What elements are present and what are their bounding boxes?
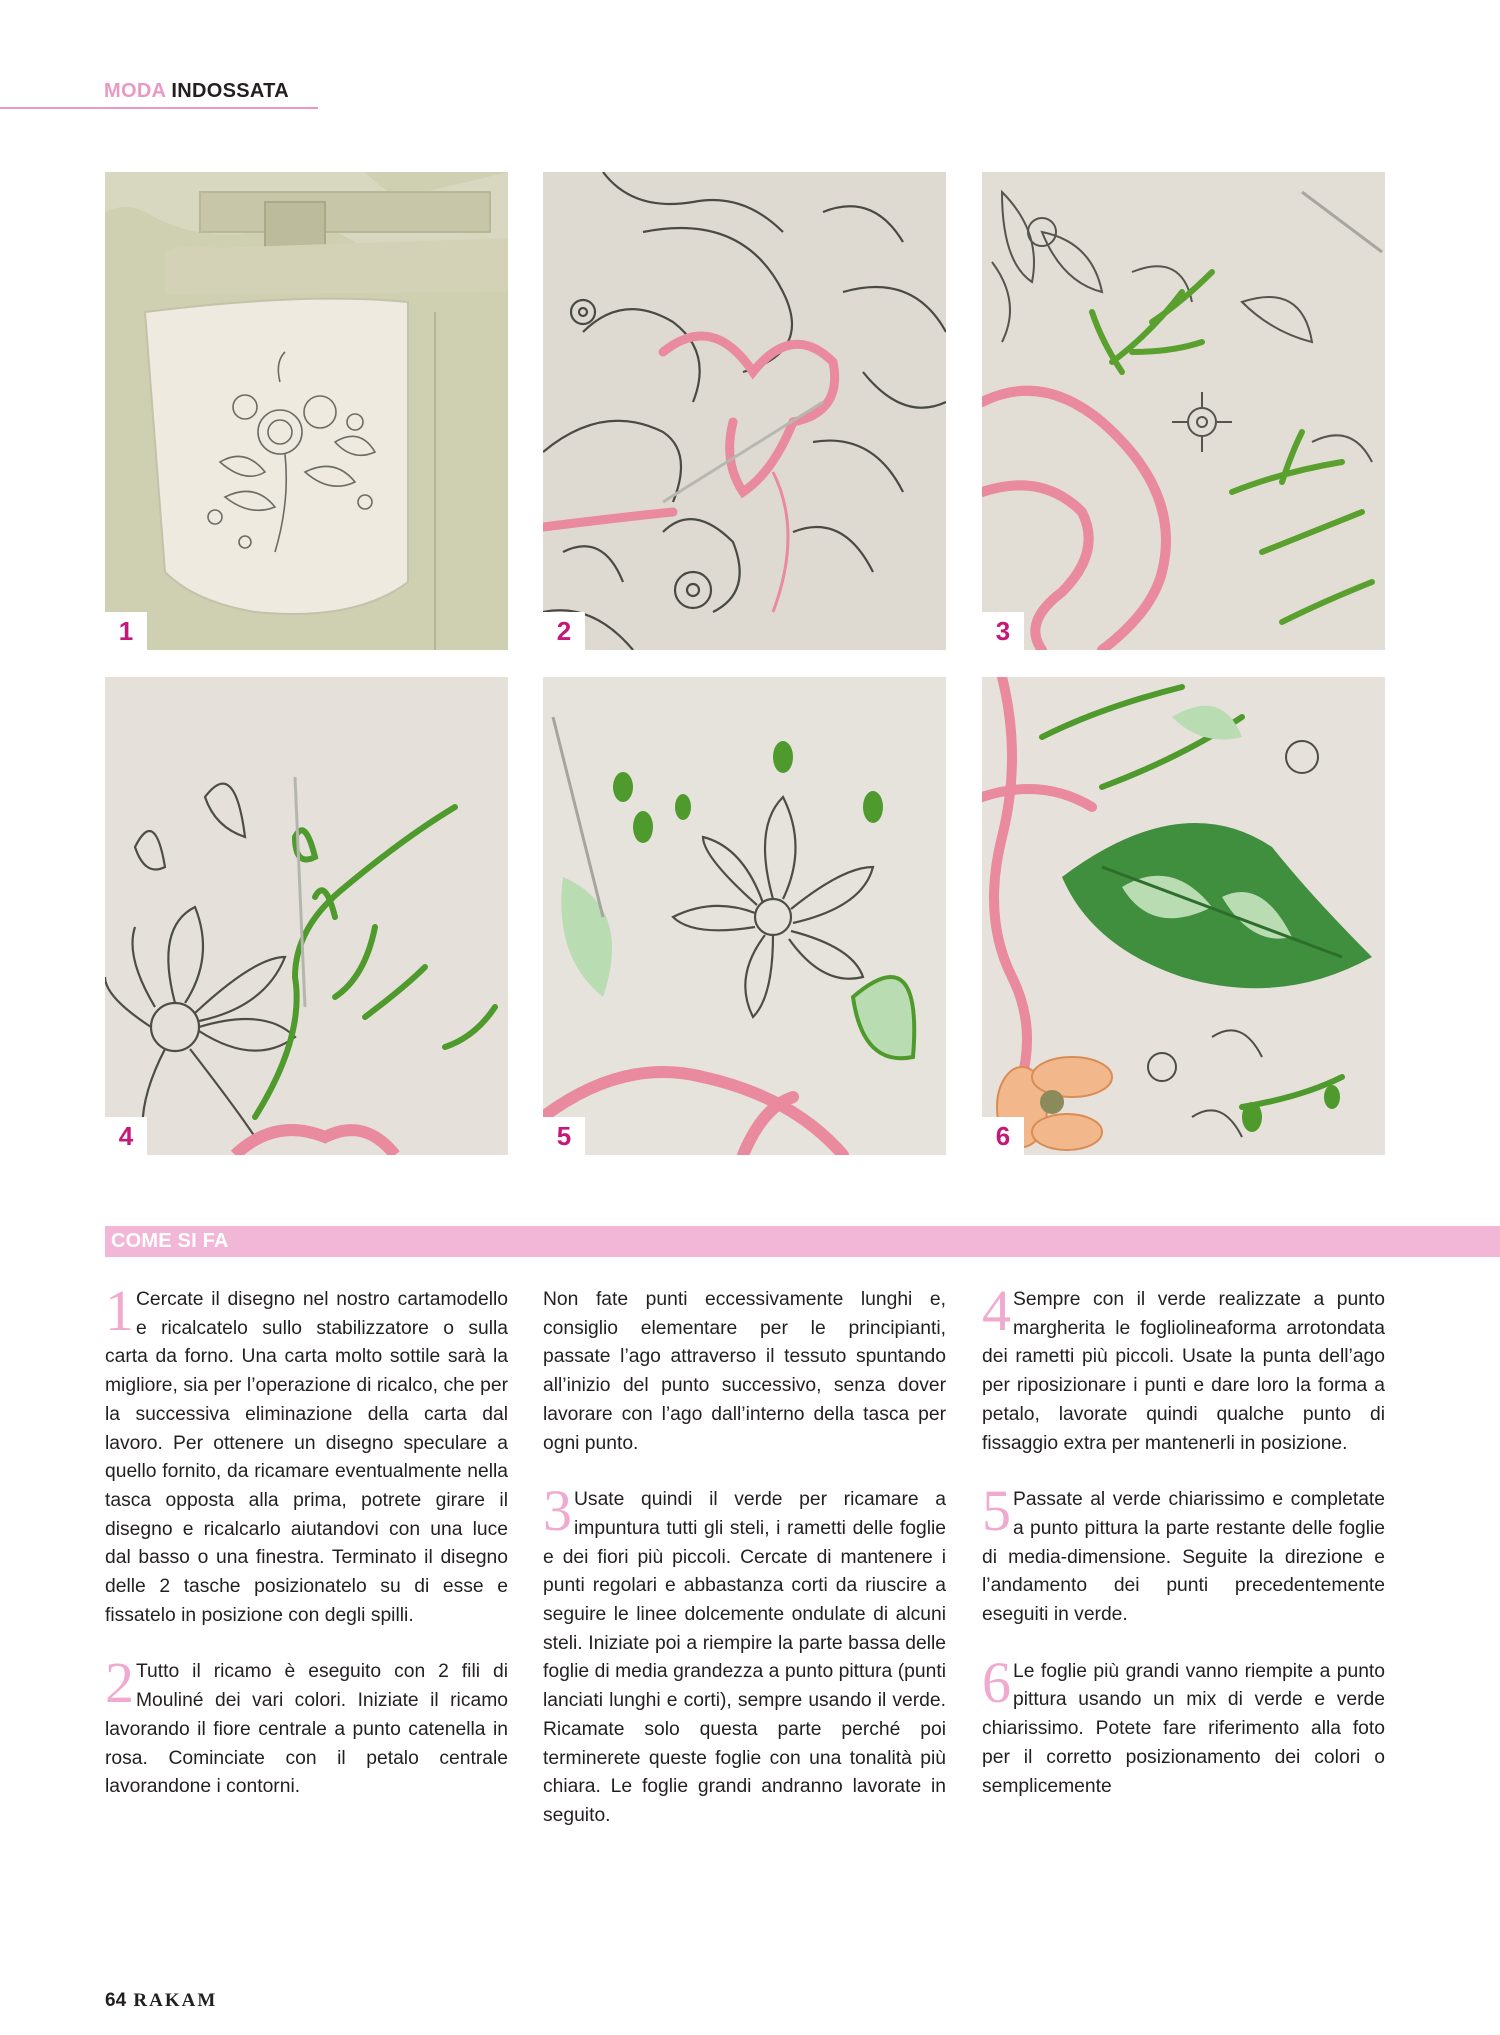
- step-5-paragraph: [982, 1478, 1385, 1630]
- drop-cap-2: 2: [105, 1650, 134, 1716]
- text-column-1: [105, 1278, 508, 1830]
- section-header: [0, 78, 318, 108]
- step-photo-4: [105, 677, 508, 1155]
- drop-cap-3: 3: [543, 1478, 572, 1544]
- page-footer: [105, 1990, 217, 2012]
- step-3-paragraph: [543, 1478, 946, 1830]
- step-1-paragraph: [105, 1278, 508, 1630]
- step-2-continued-paragraph: [543, 1286, 946, 1458]
- drop-cap-5: 5: [982, 1478, 1011, 1544]
- photo-5-illustration: [543, 677, 946, 1155]
- step-1-text: Cercate il disegno nel nostro cartamodello e ricalcatelo sullo stabilizzatore o sulla carta da forno. Una carta molto sottile sarà la migliore, sia per l’operazione di ricalco, che per la successiva eliminazione della carta dal lavoro. Per ottenere un disegno speculare a quello fornito, da ricamare eventualmente nella tasca opposta alla prima, potrete girare il disegno e ricalcarlo aiutandovi con una luce dal basso o una finestra. Terminato il disegno delle 2 tasche posizionatelo su di esse e fissatelo in posizione con degli spilli.: [105, 1289, 508, 1626]
- photo-number-badge: 1: [105, 612, 147, 650]
- photo-number-badge: 6: [982, 1117, 1024, 1155]
- step-5-text: Passate al verde chiarissimo e completate a punto pittura la parte restante delle foglie di media-dimensione. Seguite la direzione e l’andamento dei punti precedentemente eseguiti in verde.: [982, 1489, 1385, 1626]
- photo-1-illustration: [105, 172, 508, 650]
- step-photo-1: [105, 172, 508, 650]
- text-column-2: [543, 1286, 946, 1859]
- photo-2-illustration: [543, 172, 946, 650]
- photo-number-badge: 5: [543, 1117, 585, 1155]
- photo-number-badge: 3: [982, 612, 1024, 650]
- step-2-continued-text: Non fate punti eccessivamente lunghi e, consiglio elementare per le principianti, passate l’ago attraverso il tessuto spuntando all’inizio del punto successivo, senza dover lavorare con l’ago dall’interno della tasca per ogni punto.: [543, 1289, 946, 1454]
- drop-cap-4: 4: [982, 1278, 1011, 1343]
- text-column-3: [982, 1278, 1385, 1829]
- section-title: [104, 80, 289, 103]
- come-si-fa-title: COME SI FA: [111, 1230, 229, 1252]
- photo-4-illustration: [105, 677, 508, 1155]
- step-photo-3: [982, 172, 1385, 650]
- drop-cap-6: 6: [982, 1649, 1011, 1715]
- step-photo-2: [543, 172, 946, 650]
- step-3-text: Usate quindi il verde per ricamare a impuntura tutti gli steli, i rametti delle foglie e dei fiori più piccoli. Cercate di mantenere i punti regolari e abbastanza corti da riuscire a seguire le linee dolcemente ondulate di alcuni steli. Iniziate poi a riempire la parte bassa delle foglie di media grandezza a punto pittura (punti lanciati lunghi e corti), sempre usando il verde. Ricamate solo questa parte perché poi terminerete queste foglie con una tonalità più chiara. Le foglie grandi andranno lavorate in seguito.: [543, 1489, 946, 1826]
- step-6-text: Le foglie più grandi vanno riempite a punto pittura usando un mix di verde e verde chiarissimo. Potete fare riferimento alla foto per il corretto posizionamento dei colori o semplicemente: [982, 1660, 1385, 1797]
- photo-number-badge: 4: [105, 1117, 147, 1155]
- step-photo-6: [982, 677, 1385, 1155]
- photo-3-illustration: [982, 172, 1385, 650]
- step-photo-5: [543, 677, 946, 1155]
- header-rule: [0, 107, 318, 109]
- come-si-fa-bar: [105, 1226, 1500, 1257]
- photo-6-illustration: [982, 677, 1385, 1155]
- step-2-paragraph: [105, 1650, 508, 1802]
- section-title-dark: INDOSSATA: [171, 80, 289, 102]
- section-title-pink: MODA: [104, 80, 166, 102]
- page-number: 64: [105, 1990, 127, 2011]
- step-4-text: Sempre con il verde realizzate a punto margherita le fogliolineaforma arrotondata dei rametti più piccoli. Usate la punta dell’ago per riposizionare i punti e dare loro la forma a petalo, lavorate quindi qualche punto di fissaggio extra per mantenerli in posizione.: [982, 1289, 1385, 1454]
- drop-cap-1: 1: [105, 1278, 134, 1343]
- photo-number-badge: 2: [543, 612, 585, 650]
- step-4-paragraph: [982, 1278, 1385, 1458]
- magazine-name: RAKAM: [133, 1990, 218, 2011]
- step-2-text: Tutto il ricamo è eseguito con 2 fili di Mouliné dei vari colori. Iniziate il ricamo lavorando il fiore centrale a punto catenella in rosa. Cominciate con il petalo centrale lavorandone i contorni.: [105, 1661, 508, 1798]
- step-6-paragraph: [982, 1649, 1385, 1802]
